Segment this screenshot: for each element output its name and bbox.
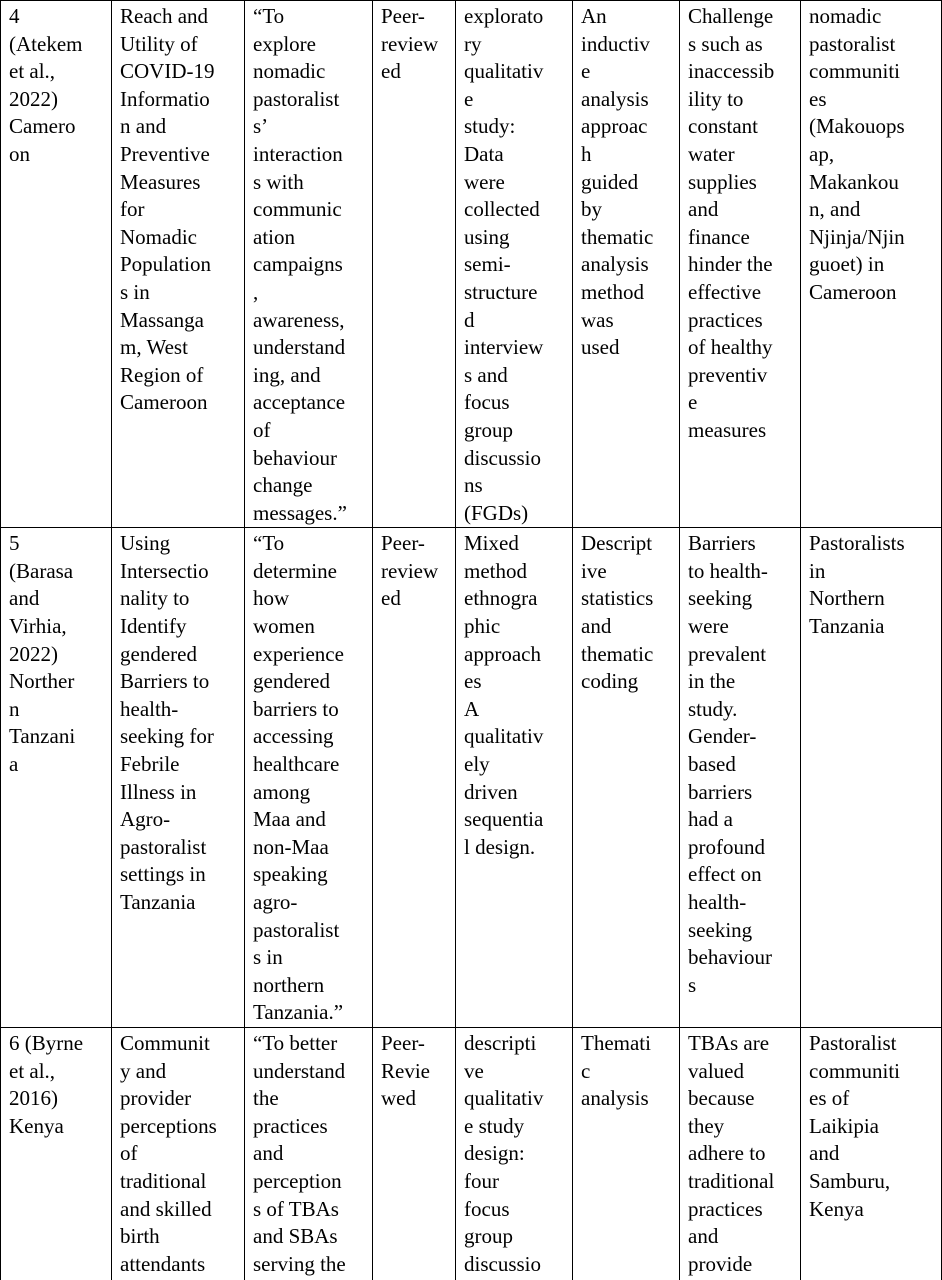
aim-cell: “To determine how women experience gendered barriers to accessing healthcare among Maa and non-Maa speaking agro- pastoralist s in northern Tanzania.” xyxy=(245,528,373,1028)
findings-cell: TBAs are valued because they adhere to traditional practices and provide xyxy=(680,1027,801,1280)
title-cell: Using Intersectio nality to Identify gendered Barriers to health- seeking for Febrile Illness in Agro- pastoralist settings in Tanzania xyxy=(112,528,245,1028)
design-cell: Mixed method ethnogra phic approach es A qualitativ ely driven sequentia l design. xyxy=(456,528,573,1028)
design-cell: descripti ve qualitativ e study design: four focus group discussio xyxy=(456,1027,573,1280)
findings-cell: Challenge s such as inaccessib ility to constant water supplies and finance hinder the effective practices of healthy preventiv e measures xyxy=(680,1,801,528)
aim-cell: “To explore nomadic pastoralist s’ interaction s with communic ation campaigns , awareness, understand ing, and acceptance of behaviour change messages.” xyxy=(245,1,373,528)
type-cell: Peer- review ed xyxy=(373,528,456,1028)
design-cell: explorato ry qualitativ e study: Data were collected using semi- structure d interview s and focus group discussio ns (FGDs) xyxy=(456,1,573,528)
analysis-cell: An inductiv e analysis approac h guided by thematic analysis method was used xyxy=(573,1,680,528)
population-cell: Pastoralist communiti es of Laikipia and Samburu, Kenya xyxy=(801,1027,942,1280)
study-cell: 5 (Barasa and Virhia, 2022) Norther n Tanzani a xyxy=(1,528,112,1028)
analysis-cell: Themati c analysis xyxy=(573,1027,680,1280)
title-cell: Communit y and provider perceptions of traditional and skilled birth attendants xyxy=(112,1027,245,1280)
table-row xyxy=(1,1,942,528)
aim-cell: “To better understand the practices and perception s of TBAs and SBAs serving the xyxy=(245,1027,373,1280)
table-row xyxy=(1,1027,942,1280)
population-cell: nomadic pastoralist communiti es (Makouops ap, Makankou n, and Njinja/Njin guoet) in Cameroon xyxy=(801,1,942,528)
analysis-cell: Descript ive statistics and thematic coding xyxy=(573,528,680,1028)
findings-cell: Barriers to health- seeking were prevalent in the study. Gender- based barriers had a profound effect on health- seeking behaviour s xyxy=(680,528,801,1028)
title-cell: Reach and Utility of COVID-19 Informatio n and Preventive Measures for Nomadic Population s in Massanga m, West Region of Cameroon xyxy=(112,1,245,528)
study-cell: 4 (Atekem et al., 2022) Camero on xyxy=(1,1,112,528)
population-cell: Pastoralists in Northern Tanzania xyxy=(801,528,942,1028)
type-cell: Peer- Revie wed xyxy=(373,1027,456,1280)
table-row xyxy=(1,528,942,1028)
type-cell: Peer- review ed xyxy=(373,1,456,528)
study-cell: 6 (Byrne et al., 2016) Kenya xyxy=(1,1027,112,1280)
